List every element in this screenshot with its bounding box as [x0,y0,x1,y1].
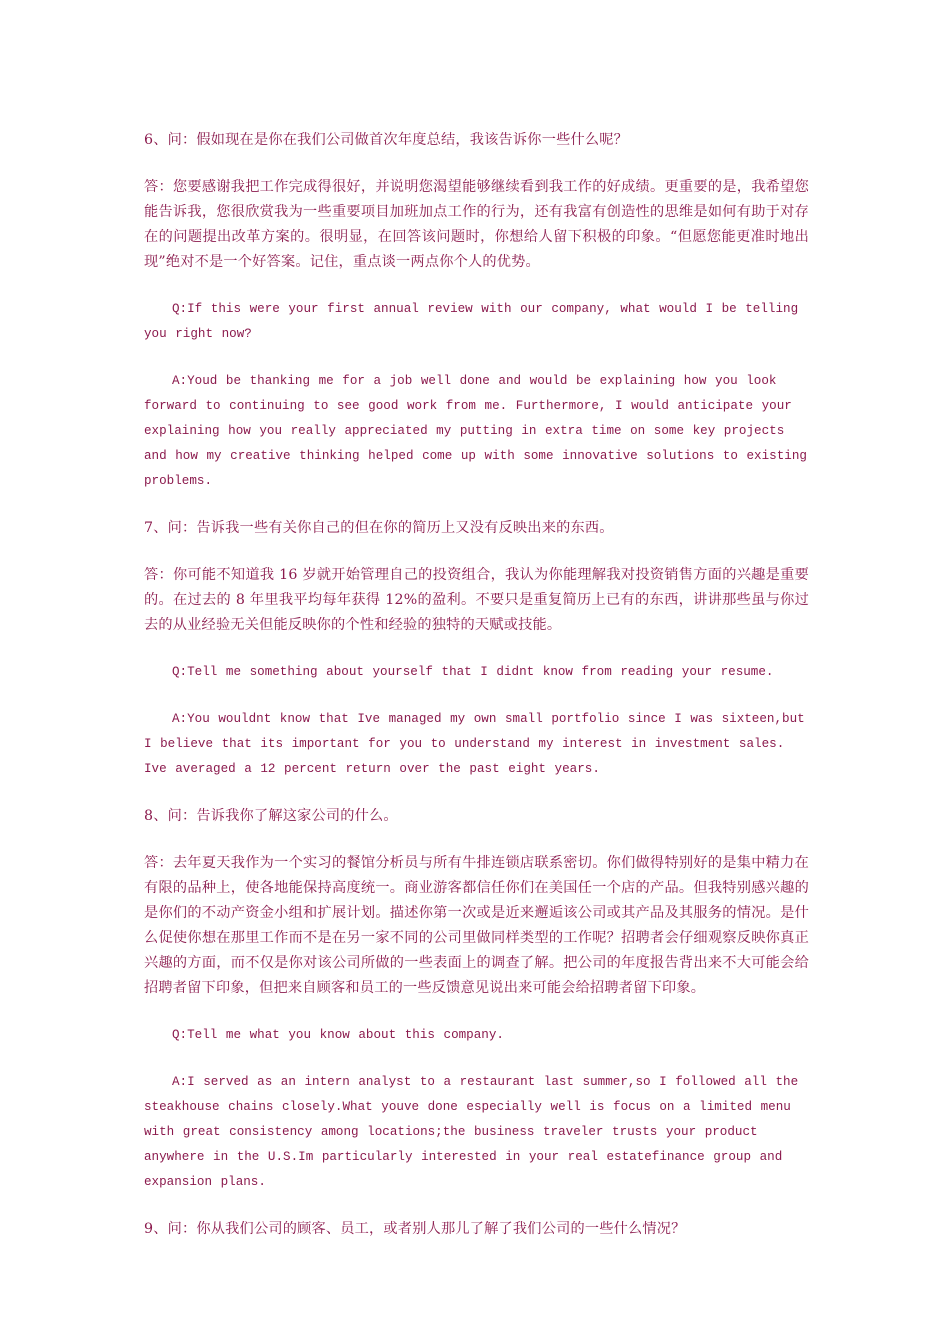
question-7-zh: 7、问：告诉我一些有关你自己的但在你的简历上又没有反映出来的东西。 [144,520,614,536]
question-7-en: Q:Tell me something about yourself that I didnt know from reading your resume. [172,665,774,679]
question-8-en: Q:Tell me what you know about this company. [172,1028,504,1042]
question-6-zh: 6、问：假如现在是你在我们公司做首次年度总结，我该告诉你一些什么呢？ [144,132,629,148]
answer-8-zh: 答：去年夏天我作为一个实习的餐馆分析员与所有牛排连锁店联系密切。你们做得特别好的是集中精力在有限的品种上，使各地能保持高度统一。商业游客都信任你们在美国任一个店的产品。但我特别感兴趣的是你们的不动产资金小组和扩展计划。描述你第一次或是近来邂逅该公司或其产品及其服务的情况。是什么促使你想在那里工作而不是在另一家不同的公司里做同样类型的工作呢？招聘者会仔细观察反映你真正兴趣的方面，而不仅是你对该公司所做的一些表面上的调查了解。把公司的年度报告背出来不大可能会给招聘者留下印象，但把来自顾客和员工的一些反馈意见说出来可能会给招聘者留下印象。 [144,855,809,996]
answer-7-zh: 答：你可能不知道我 16 岁就开始管理自己的投资组合，我认为你能理解我对投资销售方面的兴趣是重要的。在过去的 8 年里我平均每年获得 12%的盈利。不要只是重复简历上已有的东西，讲讲那些虽与你过去的从业经验无关但能反映你的个性和经验的独特的天赋或技能。 [144,567,809,633]
document-page [144,128,809,1242]
answer-7-en: A:You wouldnt know that Ive managed my own small portfolio since I was sixteen,but I believe that its important for you to understand my interest in investment sales. Ive averaged a 12 percent return over the past eight years. [144,712,805,776]
answer-8-en: A:I served as an intern analyst to a restaurant last summer,so I followed all the steakhouse chains closely.What youve done especially well is focus on a limited menu with great consistency among locations;the business traveler trusts your product anywhere in the U.S.Im particularly interested in your real estatefinance group and expansion plans. [144,1075,799,1189]
question-6-en: Q:If this were your first annual review with our company, what would I be telling you right now? [144,302,799,341]
question-8-zh: 8、问：告诉我你了解这家公司的什么。 [144,808,398,824]
question-9-zh: 9、问：你从我们公司的顾客、员工，或者别人那儿了解了我们公司的一些什么情况？ [144,1221,686,1237]
answer-6-zh: 答：您要感谢我把工作完成得很好，并说明您渴望能够继续看到我工作的好成绩。更重要的是，我希望您能告诉我，您很欣赏我为一些重要项目加班加点工作的行为，还有我富有创造性的思维是如何有助于对存在的问题提出改革方案的。很明显，在回答该问题时，你想给人留下积极的印象。“但愿您能更准时地出现”绝对不是一个好答案。记住，重点谈一两点你个人的优势。 [144,179,809,270]
answer-6-en: A:Youd be thanking me for a job well done and would be explaining how you look forward to continuing to see good work from me. Furthermore, I would anticipate your explaining how you really appreciated my putting in extra time on some key projects and how my creative thinking helped come up with some innovative solutions to existing problems. [144,374,807,488]
